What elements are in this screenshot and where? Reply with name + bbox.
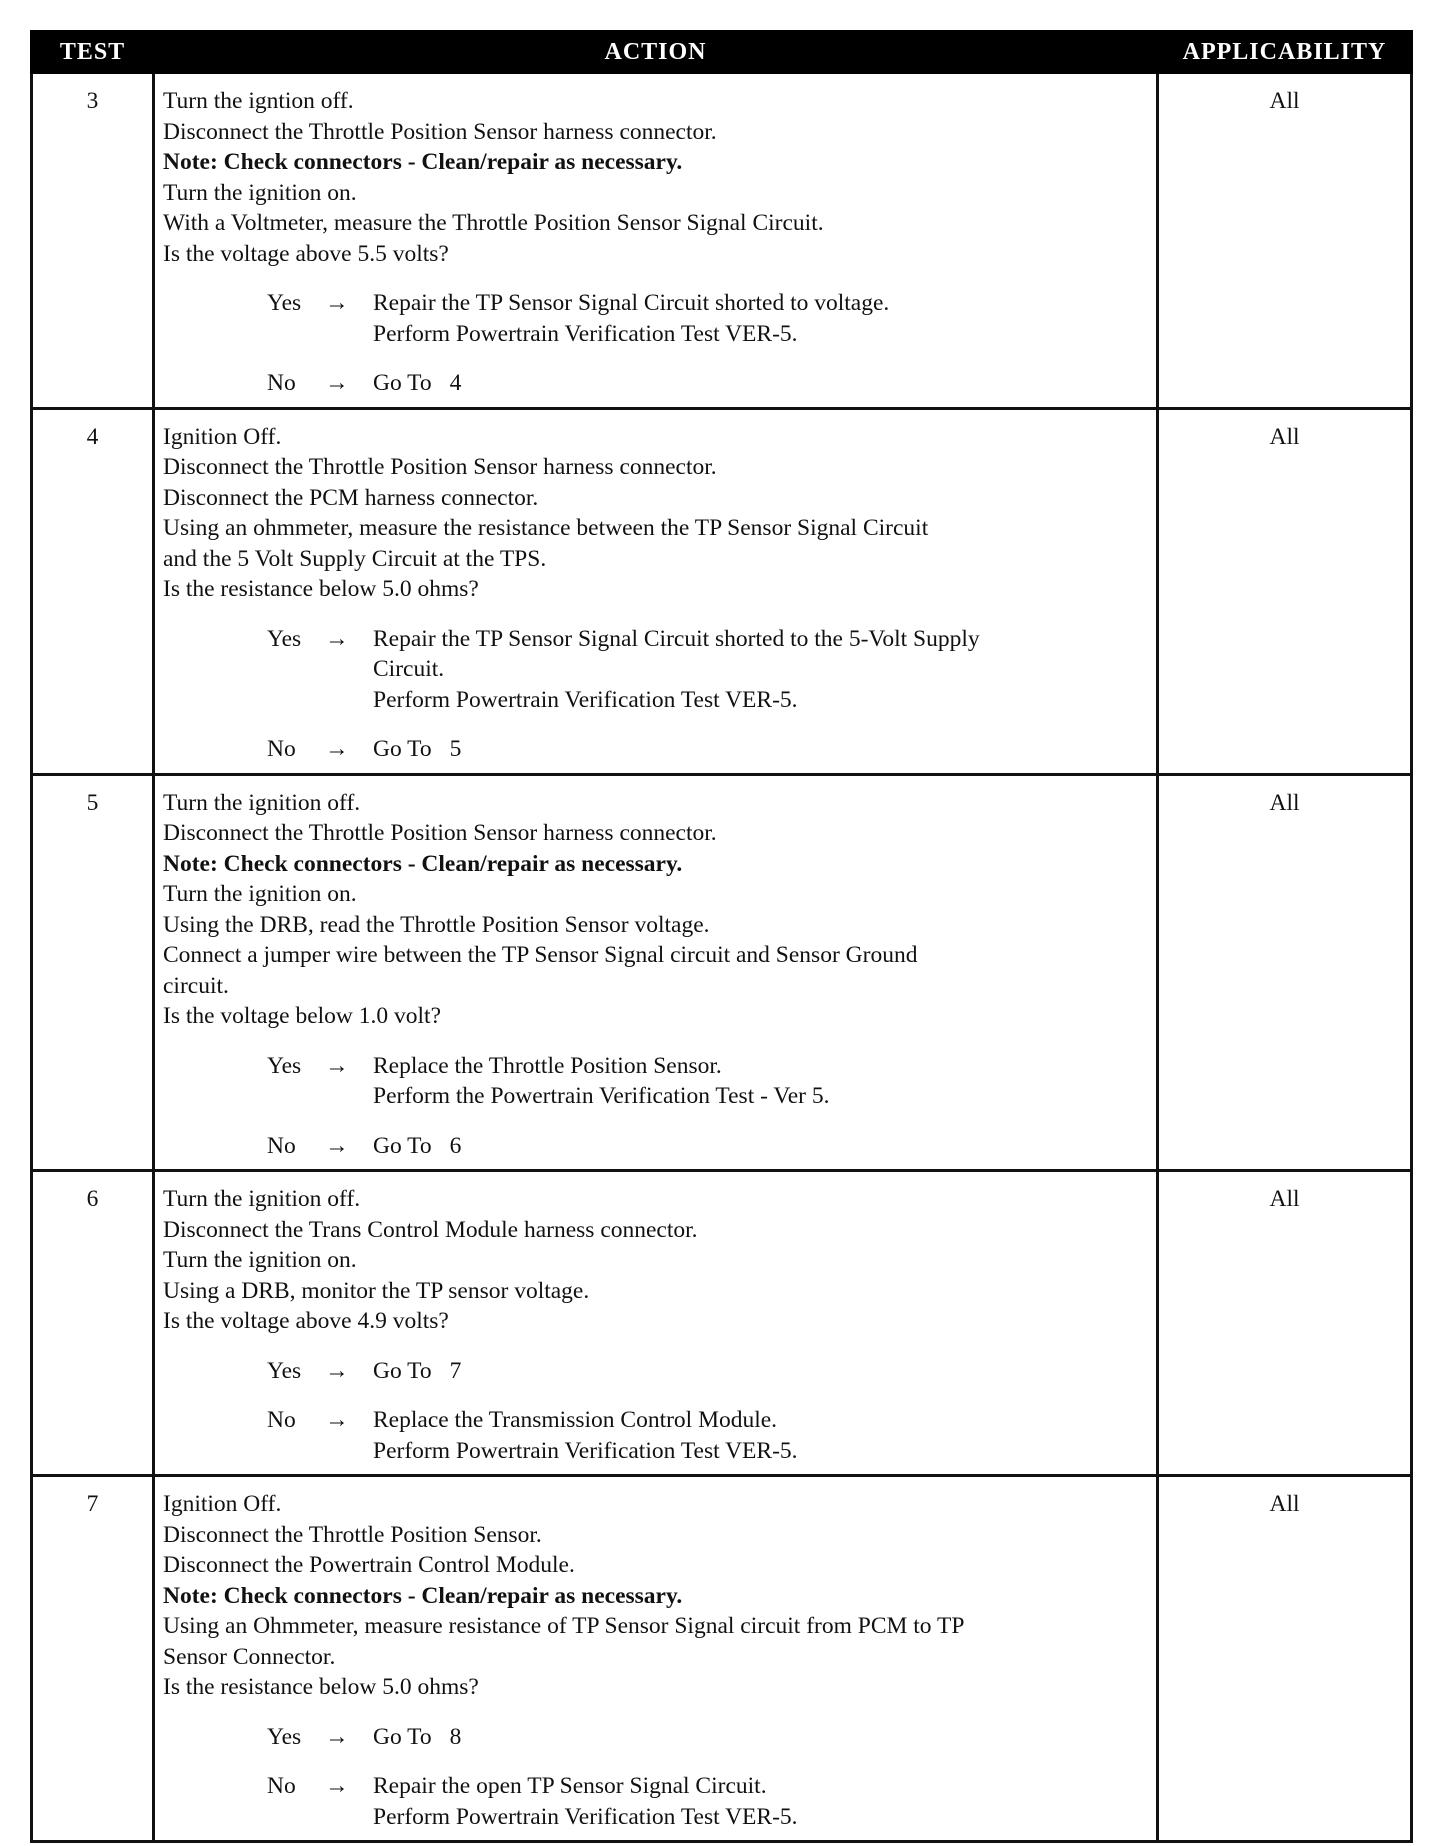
question: Is the voltage below 1.0 volt? (163, 1003, 442, 1029)
goto-number: 4 (449, 370, 462, 396)
yes-label: Yes (267, 625, 302, 652)
yes-outcome (267, 624, 1152, 716)
yes-label: Yes (267, 1723, 302, 1750)
goto-number: 5 (449, 736, 462, 762)
yes-label: Yes (267, 1357, 302, 1384)
applicability-cell: All (1158, 408, 1412, 774)
note: Note: Check connectors - Clean/repair as necessary. (163, 149, 683, 175)
result-line: Perform the Powertrain Verification Test - Ver 5. (373, 1083, 830, 1109)
no-label: No (267, 1773, 296, 1799)
goto-number: 6 (449, 1132, 462, 1159)
arrow-right-icon: → (325, 1773, 349, 1799)
header-test: TEST (32, 32, 154, 73)
result-line: Perform Powertrain Verification Test VER-5. (373, 686, 798, 713)
step: Sensor Connector. (163, 1643, 336, 1670)
yes-result (373, 288, 1152, 349)
yes-outcome (267, 1051, 1152, 1112)
action-cell (154, 774, 1158, 1171)
step: and the 5 Volt Supply Circuit at the TPS. (163, 545, 547, 572)
diagnostic-table (30, 30, 1413, 1843)
no-label: No (267, 1407, 296, 1433)
test-number: 7 (32, 1476, 154, 1842)
step: Connect a jumper wire between the TP Sensor Signal circuit and Sensor Ground (163, 942, 918, 968)
no-label: No (267, 370, 296, 396)
step: Disconnect the PCM harness connector. (163, 484, 539, 511)
action-cell (154, 1476, 1158, 1842)
action-cell (154, 73, 1158, 409)
step: Turn the ignition on. (163, 1247, 357, 1273)
arrow-right-icon: → (325, 1723, 349, 1750)
yes-result (373, 1356, 1152, 1387)
step: Turn the igntion off. (163, 88, 354, 114)
question: Is the voltage above 5.5 volts? (163, 240, 449, 267)
test-number: 5 (32, 774, 154, 1171)
step: Disconnect the Throttle Position Sensor. (163, 1521, 542, 1548)
yes-result (373, 624, 1152, 716)
action-cell (154, 408, 1158, 774)
no-label: No (267, 736, 296, 762)
step: Turn the ignition on. (163, 179, 357, 206)
step: With a Voltmeter, measure the Throttle Position Sensor Signal Circuit. (163, 210, 824, 236)
note: Note: Check connectors - Clean/repair as necessary. (163, 1582, 683, 1609)
table-row (32, 408, 1412, 774)
no-result (373, 1131, 1152, 1162)
step: Disconnect the Trans Control Module harness connector. (163, 1216, 698, 1243)
note: Note: Check connectors - Clean/repair as necessary. (163, 850, 683, 877)
step: circuit. (163, 972, 229, 999)
header-row (32, 32, 1412, 73)
arrow-right-icon: → (325, 1052, 349, 1079)
result-line: Replace the Throttle Position Sensor. (373, 1052, 722, 1079)
goto-label: Go To (373, 1357, 432, 1384)
step: Disconnect the Throttle Position Sensor harness connector. (163, 820, 717, 846)
no-result (373, 734, 1152, 765)
result-line: Repair the TP Sensor Signal Circuit shorted to voltage. (373, 290, 890, 316)
yes-label: Yes (267, 1052, 302, 1079)
no-result (373, 1405, 1152, 1466)
arrow-right-icon: → (325, 1357, 349, 1384)
arrow-right-icon: → (325, 1132, 349, 1159)
goto-label: Go To (373, 1723, 432, 1750)
step: Ignition Off. (163, 423, 282, 450)
step: Disconnect the Powertrain Control Module. (163, 1552, 575, 1578)
yes-label: Yes (267, 290, 302, 316)
question: Is the resistance below 5.0 ohms? (163, 576, 479, 602)
result-line: Perform Powertrain Verification Test VER-5. (373, 1437, 798, 1464)
test-number: 4 (32, 408, 154, 774)
yes-outcome (267, 1356, 1152, 1387)
arrow-right-icon: → (325, 736, 349, 762)
result-line: Perform Powertrain Verification Test VER-5. (373, 320, 798, 347)
table-row (32, 1171, 1412, 1476)
table-row (32, 73, 1412, 409)
step: Using a DRB, monitor the TP sensor voltage. (163, 1277, 590, 1304)
step: Ignition Off. (163, 1491, 282, 1517)
header-applicability: APPLICABILITY (1158, 32, 1412, 73)
diagnostic-test-sheet (30, 30, 1410, 1843)
test-number: 6 (32, 1171, 154, 1476)
no-outcome (267, 368, 1152, 399)
result-line: Repair the open TP Sensor Signal Circuit. (373, 1773, 767, 1799)
result-line: Perform Powertrain Verification Test VER-5. (373, 1803, 798, 1830)
test-number: 3 (32, 73, 154, 409)
no-outcome (267, 1131, 1152, 1162)
arrow-right-icon: → (325, 370, 349, 396)
result-line: Replace the Transmission Control Module. (373, 1407, 778, 1433)
arrow-right-icon: → (325, 625, 349, 652)
no-label: No (267, 1132, 296, 1159)
no-outcome (267, 1405, 1152, 1466)
header-action: ACTION (154, 32, 1158, 73)
arrow-right-icon: → (325, 1407, 349, 1433)
goto-number: 7 (449, 1357, 462, 1384)
step: Using an ohmmeter, measure the resistance between the TP Sensor Signal Circuit (163, 515, 929, 541)
step: Turn the ignition on. (163, 881, 357, 907)
step: Using an Ohmmeter, measure resistance of TP Sensor Signal circuit from PCM to TP (163, 1613, 965, 1639)
action-cell (154, 1171, 1158, 1476)
table-row (32, 774, 1412, 1171)
yes-result (373, 1051, 1152, 1112)
step: Turn the ignition off. (163, 789, 361, 816)
yes-result (373, 1722, 1152, 1753)
goto-number: 8 (449, 1723, 462, 1750)
question: Is the voltage above 4.9 volts? (163, 1308, 449, 1334)
goto-label: Go To (373, 736, 432, 762)
goto-label: Go To (373, 370, 432, 396)
result-line: Circuit. (373, 656, 445, 682)
no-result (373, 1771, 1152, 1832)
no-result (373, 368, 1152, 399)
no-outcome (267, 734, 1152, 765)
no-outcome (267, 1771, 1152, 1832)
step: Using the DRB, read the Throttle Position Sensor voltage. (163, 911, 710, 938)
table-row (32, 1476, 1412, 1842)
question: Is the resistance below 5.0 ohms? (163, 1674, 479, 1700)
result-line: Repair the TP Sensor Signal Circuit shorted to the 5-Volt Supply (373, 625, 980, 652)
yes-outcome (267, 288, 1152, 349)
step: Disconnect the Throttle Position Sensor harness connector. (163, 118, 717, 145)
step: Disconnect the Throttle Position Sensor harness connector. (163, 454, 717, 480)
step: Turn the ignition off. (163, 1186, 361, 1212)
applicability-cell: All (1158, 1171, 1412, 1476)
arrow-right-icon: → (325, 290, 349, 316)
applicability-cell: All (1158, 1476, 1412, 1842)
yes-outcome (267, 1722, 1152, 1753)
goto-label: Go To (373, 1132, 432, 1159)
applicability-cell: All (1158, 774, 1412, 1171)
applicability-cell: All (1158, 73, 1412, 409)
